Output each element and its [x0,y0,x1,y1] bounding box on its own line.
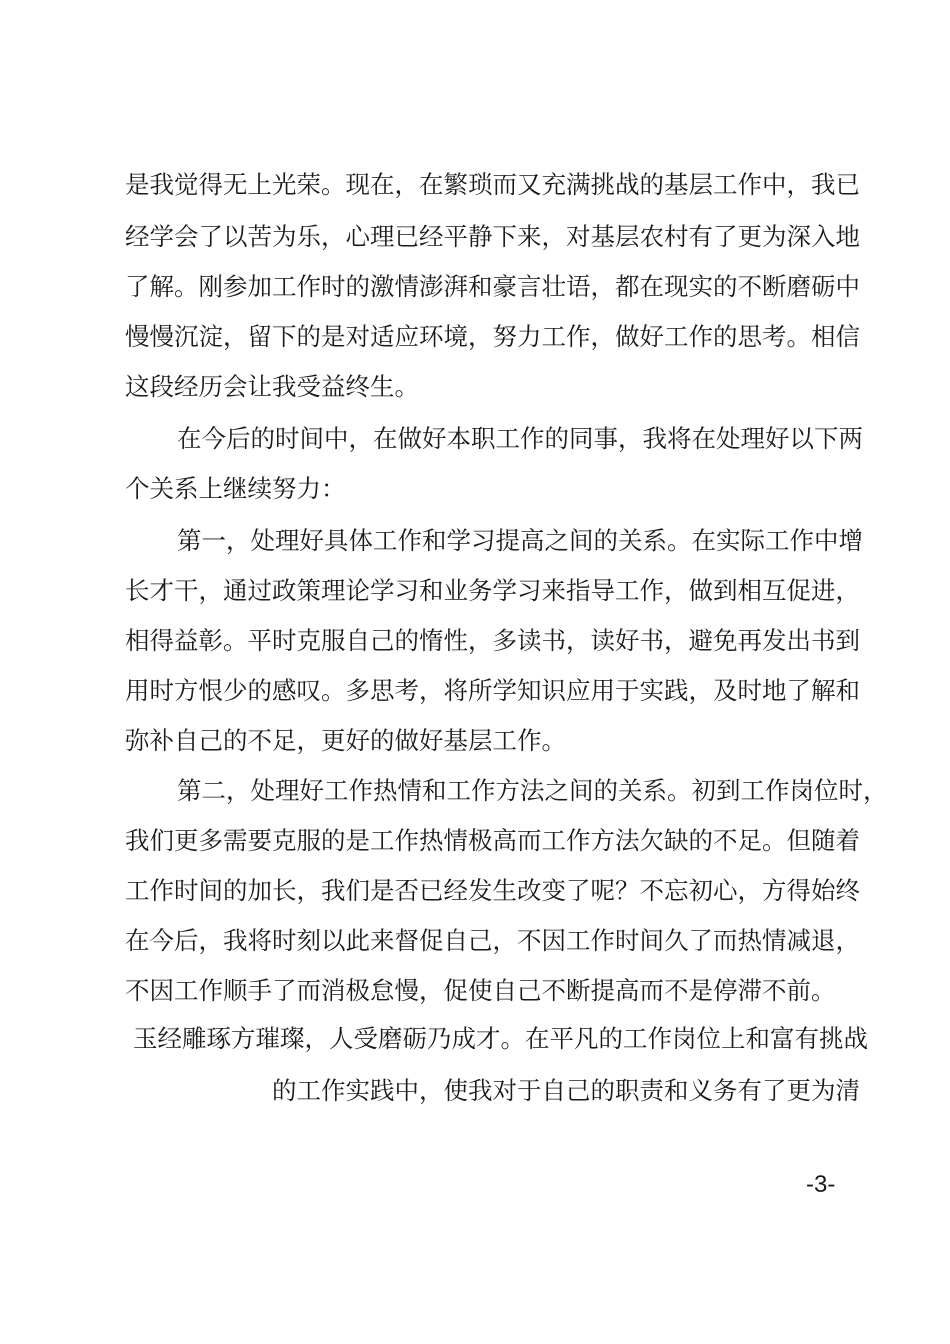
text-line: 这段经历会让我受益终生。 [125,372,419,401]
text-line: 玉经雕琢方璀璨，人受磨砺乃成才。在平凡的工作岗位上和富有挑战 [133,1024,868,1053]
text-line: 第二，处理好工作热情和工作方法之间的关系。初到工作岗位时， [177,776,888,805]
text-line: 在今后的时间中，在做好本职工作的同事，我将在处理好以下两 [177,424,863,453]
text-line: 的工作实践中，使我对于自己的职责和义务有了更为清 [272,1076,860,1105]
text-line: 了解。刚参加工作时的激情澎湃和豪言壮语，都在现实的不断磨砺中 [125,272,860,301]
text-line: 弥补自己的不足，更好的做好基层工作。 [125,726,566,755]
text-line: 我们更多需要克服的是工作热情极高而工作方法欠缺的不足。但随着 [125,826,860,855]
page-number: -3- [806,1171,836,1198]
text-line: 工作时间的加长，我们是否已经发生改变了呢？不忘初心，方得始终 [125,876,860,905]
text-line: 个关系上继续努力： [125,474,346,503]
text-line: 长才干，通过政策理论学习和业务学习来指导工作，做到相互促进， [125,576,860,605]
text-line: 在今后，我将时刻以此来督促自己，不因工作时间久了而热情减退， [125,926,860,955]
text-line: 慢慢沉淀，留下的是对适应环境，努力工作，做好工作的思考。相信 [125,322,860,351]
text-line: 第一，处理好具体工作和学习提高之间的关系。在实际工作中增 [177,526,863,555]
text-line: 不因工作顺手了而消极怠慢，促使自己不断提高而不是停滞不前。 [125,976,836,1005]
text-line: 经学会了以苦为乐，心理已经平静下来，对基层农村有了更为深入地 [125,222,860,251]
text-line: 相得益彰。平时克服自己的惰性，多读书，读好书，避免再发出书到 [125,626,860,655]
text-line: 是我觉得无上光荣。现在，在繁琐而又充满挑战的基层工作中，我已 [125,170,860,199]
text-line: 用时方恨少的感叹。多思考，将所学知识应用于实践，及时地了解和 [125,676,860,705]
